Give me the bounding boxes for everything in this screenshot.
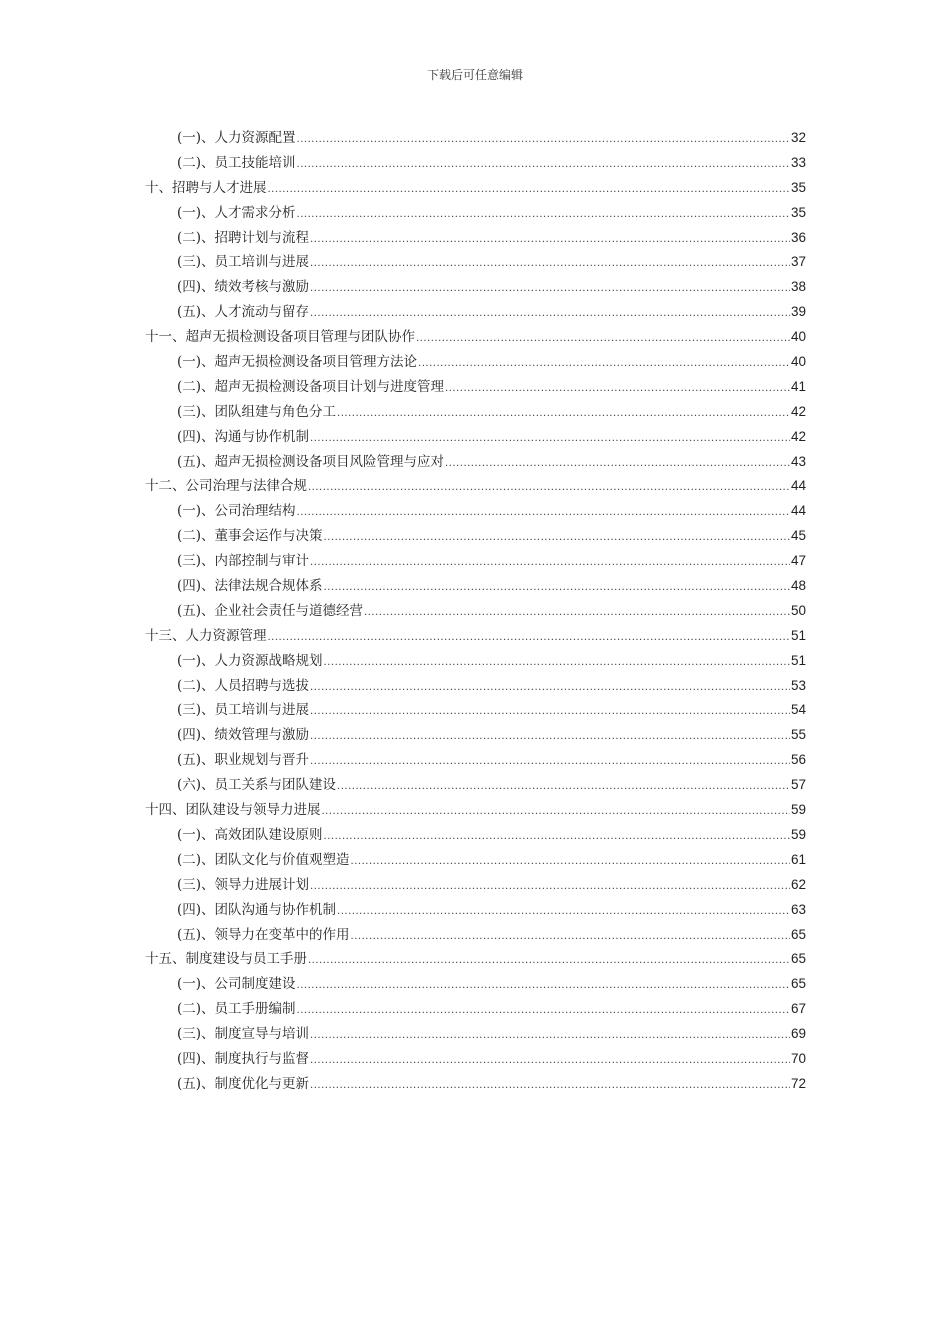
toc-entry-title: (五)、制度优化与更新 bbox=[177, 1075, 310, 1092]
toc-entry-page-number: 38 bbox=[790, 279, 806, 295]
toc-entry[interactable] bbox=[145, 375, 806, 400]
toc-entry[interactable] bbox=[145, 450, 806, 475]
toc-entry-page-number: 65 bbox=[790, 976, 806, 992]
toc-dot-leader bbox=[310, 725, 790, 750]
toc-entry[interactable] bbox=[145, 400, 806, 425]
toc-dot-leader bbox=[310, 1049, 790, 1074]
toc-entry-title: (二)、超声无损检测设备项目计划与进度管理 bbox=[177, 378, 445, 395]
toc-dot-leader bbox=[445, 377, 790, 402]
toc-entry[interactable] bbox=[145, 226, 806, 251]
toc-dot-leader bbox=[322, 800, 790, 825]
toc-entry[interactable] bbox=[145, 151, 806, 176]
toc-entry[interactable] bbox=[145, 997, 806, 1022]
toc-entry-page-number: 37 bbox=[790, 254, 806, 270]
page-header: 下载后可任意编辑 bbox=[426, 68, 523, 82]
toc-entry[interactable] bbox=[145, 425, 806, 450]
toc-entry-title: (二)、员工手册编制 bbox=[177, 1001, 296, 1018]
toc-entry-page-number: 35 bbox=[790, 204, 806, 220]
toc-entry[interactable] bbox=[145, 549, 806, 574]
toc-entry-title: (一)、人才需求分析 bbox=[177, 204, 296, 221]
toc-entry-page-number: 42 bbox=[790, 428, 806, 444]
toc-dot-leader bbox=[297, 153, 790, 178]
toc-entry-title: (五)、领导力在变革中的作用 bbox=[177, 926, 350, 943]
toc-entry-title: (六)、员工关系与团队建设 bbox=[177, 777, 337, 794]
toc-dot-leader bbox=[324, 526, 790, 551]
toc-entry-page-number: 48 bbox=[790, 578, 806, 594]
toc-entry[interactable] bbox=[145, 947, 806, 972]
toc-entry[interactable] bbox=[145, 275, 806, 300]
toc-entry[interactable] bbox=[145, 126, 806, 151]
toc-entry-title: (三)、团队组建与角色分工 bbox=[177, 403, 337, 420]
toc-entry-page-number: 51 bbox=[790, 627, 806, 643]
toc-dot-leader bbox=[310, 277, 790, 302]
toc-entry-title: (五)、职业规划与晋升 bbox=[177, 752, 310, 769]
toc-dot-leader bbox=[310, 700, 790, 725]
toc-dot-leader bbox=[310, 551, 790, 576]
toc-entry-title: (二)、人员招聘与选拔 bbox=[177, 677, 310, 694]
toc-dot-leader bbox=[310, 676, 790, 701]
toc-entry-page-number: 57 bbox=[790, 777, 806, 793]
toc-dot-leader bbox=[297, 203, 790, 228]
toc-entry-title: (二)、董事会运作与决策 bbox=[177, 528, 323, 545]
toc-entry-title: (一)、公司治理结构 bbox=[177, 503, 296, 520]
toc-entry-page-number: 56 bbox=[790, 752, 806, 768]
toc-entry-title: (五)、企业社会责任与道德经营 bbox=[177, 602, 364, 619]
toc-entry-title: (四)、法律法规合规体系 bbox=[177, 578, 323, 595]
toc-dot-leader bbox=[310, 1074, 790, 1099]
toc-entry-title: 十二、公司治理与法律合规 bbox=[145, 478, 307, 495]
toc-dot-leader bbox=[297, 501, 790, 526]
toc-entry-title: (三)、员工培训与进展 bbox=[177, 702, 310, 719]
toc-dot-leader bbox=[416, 327, 790, 352]
toc-entry-page-number: 32 bbox=[790, 130, 806, 145]
toc-entry-title: 十五、制度建设与员工手册 bbox=[145, 951, 307, 968]
toc-entry-page-number: 47 bbox=[790, 553, 806, 569]
toc-dot-leader bbox=[324, 576, 790, 601]
toc-entry-title: (一)、人力资源战略规划 bbox=[177, 652, 323, 669]
toc-entry-title: 十四、团队建设与领导力进展 bbox=[145, 802, 321, 819]
toc-entry-page-number: 39 bbox=[790, 304, 806, 320]
toc-entry-title: (一)、公司制度建设 bbox=[177, 976, 296, 993]
toc-entry-page-number: 62 bbox=[790, 876, 806, 892]
toc-entry-title: (三)、员工培训与进展 bbox=[177, 254, 310, 271]
toc-entry[interactable] bbox=[145, 350, 806, 375]
toc-entry-title: (四)、制度执行与监督 bbox=[177, 1050, 310, 1067]
toc-entry[interactable] bbox=[145, 798, 806, 823]
toc-entry-page-number: 51 bbox=[790, 652, 806, 668]
toc-entry-page-number: 63 bbox=[790, 901, 806, 917]
toc-entry-page-number: 65 bbox=[790, 926, 806, 942]
toc-entry[interactable] bbox=[145, 898, 806, 923]
toc-entry[interactable] bbox=[145, 972, 806, 997]
toc-entry-page-number: 70 bbox=[790, 1050, 806, 1066]
toc-entry[interactable] bbox=[145, 325, 806, 350]
toc-dot-leader bbox=[445, 452, 790, 477]
toc-entry-title: (四)、绩效考核与激励 bbox=[177, 279, 310, 296]
toc-entry-page-number: 44 bbox=[790, 503, 806, 519]
toc-entry-page-number: 40 bbox=[790, 354, 806, 370]
toc-entry-page-number: 59 bbox=[790, 802, 806, 818]
toc-entry[interactable] bbox=[145, 823, 806, 848]
toc-entry-title: (一)、人力资源配置 bbox=[177, 130, 296, 146]
toc-entry[interactable] bbox=[145, 923, 806, 948]
toc-entry[interactable] bbox=[145, 1047, 806, 1072]
toc-dot-leader bbox=[268, 626, 790, 651]
toc-entry-title: (三)、领导力进展计划 bbox=[177, 876, 310, 893]
toc-dot-leader bbox=[337, 900, 790, 925]
toc-dot-leader bbox=[297, 999, 790, 1024]
toc-entry-page-number: 61 bbox=[790, 851, 806, 867]
toc-entry-page-number: 41 bbox=[790, 378, 806, 394]
toc-entry-title: (五)、人才流动与留存 bbox=[177, 304, 310, 321]
toc-entry-title: (四)、绩效管理与激励 bbox=[177, 727, 310, 744]
toc-dot-leader bbox=[310, 228, 790, 253]
toc-entry-title: (三)、内部控制与审计 bbox=[177, 553, 310, 570]
toc-entry-title: (二)、招聘计划与流程 bbox=[177, 229, 310, 246]
toc-entry[interactable] bbox=[145, 250, 806, 275]
toc-entry-title: (四)、沟通与协作机制 bbox=[177, 428, 310, 445]
toc-entry-title: 十一、超声无损检测设备项目管理与团队协作 bbox=[145, 329, 415, 346]
toc-entry-title: 十、招聘与人才进展 bbox=[145, 179, 267, 196]
toc-entry-page-number: 44 bbox=[790, 478, 806, 494]
toc-entry[interactable] bbox=[145, 1022, 806, 1047]
toc-dot-leader bbox=[310, 427, 790, 452]
toc-entry-title: (二)、团队文化与价值观塑造 bbox=[177, 851, 350, 868]
toc-entry-page-number: 33 bbox=[790, 154, 806, 170]
toc-entry-page-number: 54 bbox=[790, 702, 806, 718]
toc-entry-title: (四)、团队沟通与协作机制 bbox=[177, 901, 337, 918]
toc-entry-page-number: 72 bbox=[790, 1075, 806, 1091]
toc-entry[interactable] bbox=[145, 848, 806, 873]
toc-entry[interactable] bbox=[145, 474, 806, 499]
toc-entry[interactable] bbox=[145, 300, 806, 325]
toc-dot-leader bbox=[297, 128, 790, 153]
toc-dot-leader bbox=[310, 252, 790, 277]
toc-entry[interactable] bbox=[145, 773, 806, 798]
toc-entry[interactable] bbox=[145, 599, 806, 624]
toc-entry-page-number: 36 bbox=[790, 229, 806, 245]
toc-entry[interactable] bbox=[145, 499, 806, 524]
toc-entry[interactable] bbox=[145, 748, 806, 773]
toc-dot-leader bbox=[308, 476, 790, 501]
toc-entry-page-number: 42 bbox=[790, 403, 806, 419]
toc-entry-page-number: 69 bbox=[790, 1026, 806, 1042]
toc-dot-leader bbox=[268, 178, 790, 203]
toc-entry-page-number: 50 bbox=[790, 602, 806, 618]
toc-dot-leader bbox=[310, 302, 790, 327]
toc-entry[interactable] bbox=[145, 574, 806, 599]
toc-dot-leader bbox=[337, 402, 790, 427]
toc-entry-title: (五)、超声无损检测设备项目风险管理与应对 bbox=[177, 453, 445, 470]
toc-entry-page-number: 59 bbox=[790, 826, 806, 842]
toc-dot-leader bbox=[310, 1024, 790, 1049]
toc-dot-leader bbox=[297, 974, 790, 999]
toc-entry[interactable] bbox=[145, 649, 806, 674]
toc-entry-page-number: 35 bbox=[790, 179, 806, 195]
toc-entry-page-number: 55 bbox=[790, 727, 806, 743]
toc-dot-leader bbox=[351, 850, 790, 875]
toc-dot-leader bbox=[337, 775, 790, 800]
toc-entry-title: (三)、制度宣导与培训 bbox=[177, 1026, 310, 1043]
toc-entry-title: (二)、员工技能培训 bbox=[177, 154, 296, 171]
toc-entry-title: (一)、高效团队建设原则 bbox=[177, 826, 323, 843]
toc-entry[interactable] bbox=[145, 1072, 806, 1097]
toc-entry-page-number: 65 bbox=[790, 951, 806, 967]
toc-dot-leader bbox=[418, 352, 790, 377]
toc-entry-page-number: 43 bbox=[790, 453, 806, 469]
toc-dot-leader bbox=[310, 875, 790, 900]
toc-entry[interactable] bbox=[145, 873, 806, 898]
toc-entry-page-number: 45 bbox=[790, 528, 806, 544]
toc-entry-title: 十三、人力资源管理 bbox=[145, 627, 267, 644]
toc-dot-leader bbox=[308, 949, 790, 974]
toc-entry-title: (一)、超声无损检测设备项目管理方法论 bbox=[177, 354, 418, 371]
toc-entry[interactable] bbox=[145, 723, 806, 748]
table-of-contents bbox=[145, 126, 806, 1097]
toc-dot-leader bbox=[324, 825, 790, 850]
toc-entry[interactable] bbox=[145, 524, 806, 549]
toc-dot-leader bbox=[364, 601, 790, 626]
toc-dot-leader bbox=[324, 651, 790, 676]
toc-entry[interactable] bbox=[145, 176, 806, 201]
toc-entry[interactable] bbox=[145, 674, 806, 699]
toc-dot-leader bbox=[351, 925, 790, 950]
toc-entry[interactable] bbox=[145, 624, 806, 649]
toc-entry[interactable] bbox=[145, 698, 806, 723]
toc-entry-page-number: 53 bbox=[790, 677, 806, 693]
toc-entry-page-number: 67 bbox=[790, 1001, 806, 1017]
toc-entry[interactable] bbox=[145, 201, 806, 226]
toc-dot-leader bbox=[310, 750, 790, 775]
toc-entry-page-number: 40 bbox=[790, 329, 806, 345]
